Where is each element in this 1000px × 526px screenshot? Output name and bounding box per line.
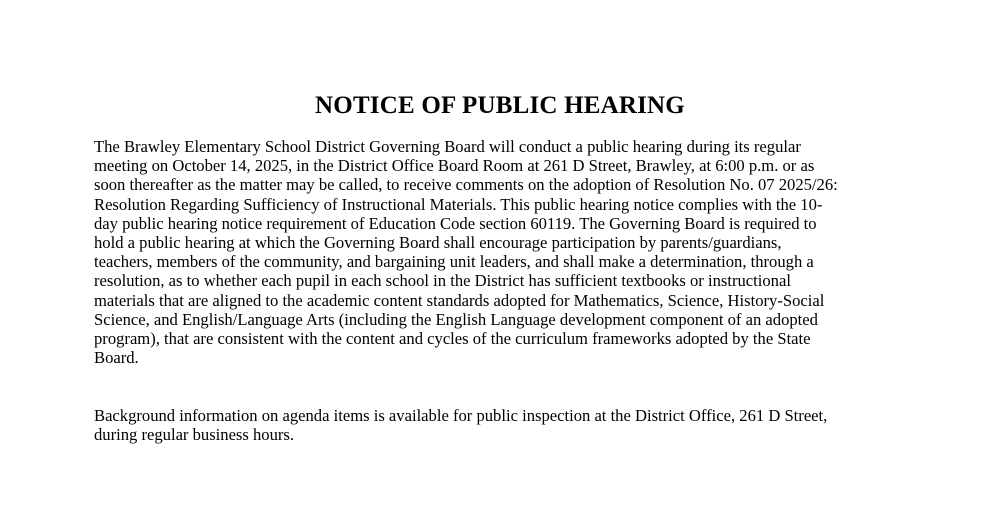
- paragraph-line: Science, and English/Language Arts (including the English Language development component of an adopted: [94, 309, 818, 329]
- paragraph-line: during regular business hours.: [94, 425, 295, 445]
- hearing-details-paragraph: [94, 137, 924, 367]
- paragraph-line: program), that are consistent with the content and cycles of the curriculum frameworks adopted by the State: [94, 329, 811, 349]
- paragraph-line: Background information on agenda items is available for public inspection at the District Office, 261 D Street,: [94, 406, 828, 425]
- notice-title: NOTICE OF PUBLIC HEARING: [315, 92, 685, 119]
- paragraph-line: day public hearing notice requirement of Education Code section 60119. The Governing Board is required to: [94, 213, 817, 233]
- paragraph-line: materials that are aligned to the academic content standards adopted for Mathematics, Science, History-Social: [94, 290, 825, 310]
- paragraph-line: meeting on October 14, 2025, in the District Office Board Room at 261 D Street, Brawley, at 6:00 p.m. or as: [94, 156, 815, 176]
- background-info-paragraph: [94, 406, 924, 444]
- paragraph-line: The Brawley Elementary School District Governing Board will conduct a public hearing during its regular: [94, 137, 801, 156]
- paragraph-line: hold a public hearing at which the Governing Board shall encourage participation by parents/guardians,: [94, 233, 782, 253]
- paragraph-line: Board.: [94, 348, 139, 368]
- paragraph-line: soon thereafter as the matter may be called, to receive comments on the adoption of Resolution No. 07 2025/26:: [94, 175, 838, 195]
- paragraph-line: Resolution Regarding Sufficiency of Instructional Materials. This public hearing notice complies with the 10-: [94, 194, 823, 214]
- paragraph-line: resolution, as to whether each pupil in each school in the District has sufficient textbooks or instructional: [94, 271, 791, 291]
- paragraph-line: teachers, members of the community, and bargaining unit leaders, and shall make a determination, through a: [94, 252, 814, 272]
